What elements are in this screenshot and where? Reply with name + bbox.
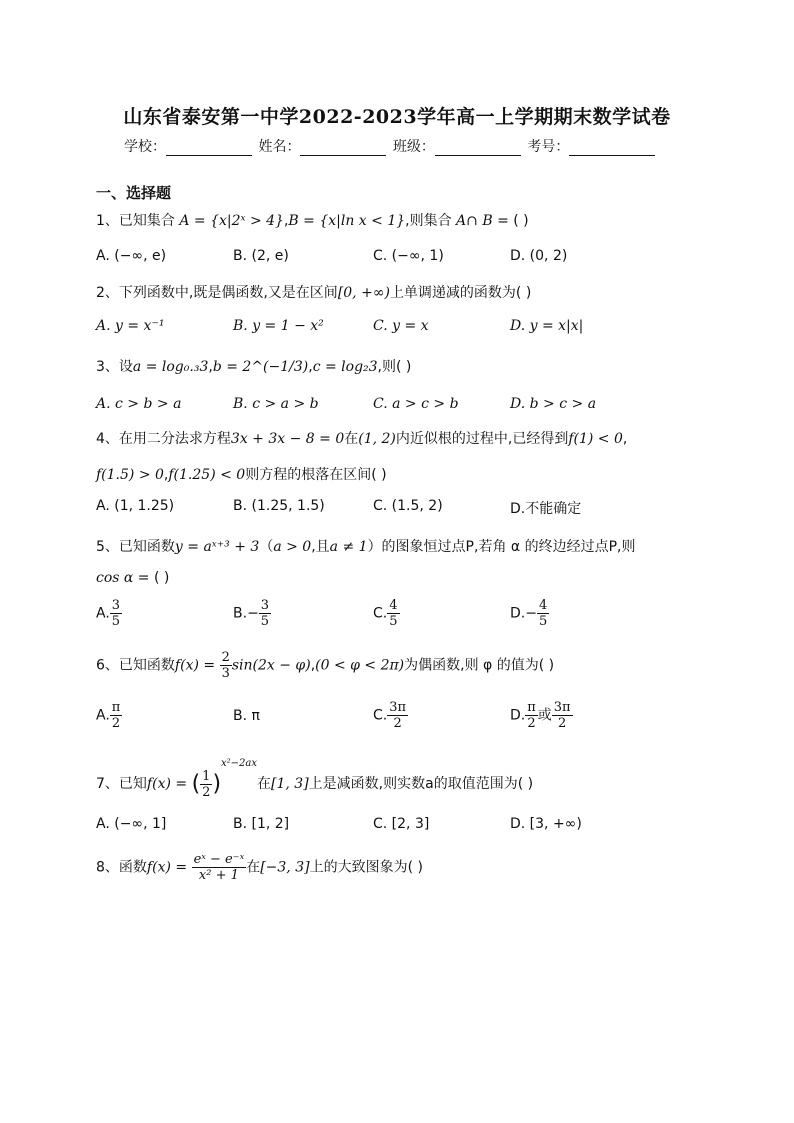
q2-option-c[interactable]: C. y = x [373, 318, 429, 334]
page-title: 山东省泰安第一中学2022-2023学年高一上学期期末数学试卷 [123, 106, 671, 128]
q5-function: y = aˣ⁺³ + 3 [174, 539, 260, 555]
q4-f15: f(1.5) > 0 [96, 467, 164, 483]
q5-text: = ( ) [133, 570, 170, 586]
q2-option-d[interactable]: D. y = x|x| [510, 318, 584, 334]
q2-text: 上单调递减的函数为( ) [389, 285, 532, 301]
q4-option-c[interactable]: C. (1.5, 2) [373, 498, 443, 514]
q6-text: 6、已知函数 [96, 657, 175, 674]
q7-interval: [1, 3] [271, 776, 309, 792]
q7-text: 在 [257, 776, 272, 792]
q5-condition: a > 0 [273, 539, 312, 555]
q6-function: f(x) = [174, 657, 220, 674]
q1-text: 1、已知集合 [96, 213, 180, 229]
q7-text: 7、已知 [96, 776, 147, 792]
q3-option-c[interactable]: C. a > c > b [373, 396, 459, 412]
q7-option-a[interactable]: A. (−∞, 1] [96, 816, 167, 832]
q6-range: (0 < φ < 2π) [315, 657, 405, 674]
q4-f1: f(1) < 0 [568, 431, 623, 447]
question-4 [96, 428, 627, 448]
q5-condition: a ≠ 1 [329, 539, 368, 555]
q3-option-d[interactable]: D. b > c > a [510, 396, 597, 412]
question-7: 7、已知f(x) = ( $\frac{1}{2}$ )$^{x^2-2ax}$在[1, 3]上是减函数,则实数a的取值范围为( ) [96, 758, 534, 800]
q6-option-c[interactable]: C. $\frac{3\pi}{2}$ [373, 700, 407, 731]
question-4-line-2 [96, 464, 387, 484]
q4-text: 则方程的根落在区间( ) [245, 467, 387, 483]
q6-option-a[interactable]: A. $\frac{\pi}{2}$ [96, 700, 121, 731]
q2-text: 2、下列函数中,既是偶函数,又是在区间 [96, 285, 338, 301]
q1-option-b[interactable]: B. (2, e) [233, 248, 289, 264]
q4-option-b[interactable]: B. (1.25, 1.5) [233, 498, 325, 514]
q4-text: , [163, 467, 169, 483]
q4-text: 在 [344, 431, 359, 447]
q6-text: 为偶函数,则 φ 的值为( ) [404, 657, 555, 674]
q7-option-d[interactable]: D. [3, +∞) [510, 816, 582, 832]
q5-option-d[interactable]: D.− $\frac{4}{5}$ [510, 598, 548, 629]
q8-function: f(x) = [146, 859, 192, 876]
class-label: 班级： [392, 139, 435, 155]
q5-option-c[interactable]: C. $\frac{4}{5}$ [373, 598, 398, 629]
q4-text: 4、在用二分法求方程 [96, 431, 231, 447]
q7-function: f(x) = [146, 776, 192, 792]
q3-text: ,则( ) [377, 359, 412, 375]
q1-text: = ( ) [492, 213, 529, 229]
q6-option-b[interactable]: B. π [233, 708, 260, 724]
q6-option-d[interactable]: D. $\frac{\pi}{2}$ 或 $\frac{3\pi}{2}$ [510, 700, 571, 731]
student-info-row [124, 136, 684, 156]
q1-text: , [283, 213, 289, 229]
q5-option-a[interactable]: A. $\frac{3}{5}$ [96, 598, 121, 629]
section-title: 一、选择题 [96, 184, 172, 202]
q5-cos: cos α [96, 570, 134, 586]
q3-option-a[interactable]: A. c > b > a [96, 396, 182, 412]
question-5-line-2 [96, 570, 169, 586]
q4-f125: f(1.25) < 0 [168, 467, 246, 483]
id-label: 考号： [527, 139, 570, 155]
class-field[interactable] [435, 141, 521, 156]
q1-option-a[interactable]: A. (−∞, e) [96, 248, 167, 264]
q4-text: 内近似根的过程中,已经得到 [395, 431, 569, 447]
q5-option-b[interactable]: B.− $\frac{3}{5}$ [233, 598, 270, 629]
q3-text: , [308, 359, 313, 375]
q7-text: 上是减函数,则实数a的取值范围为( ) [308, 776, 534, 792]
q4-equation: 3x + 3x − 8 = 0 [230, 431, 345, 447]
q5-text: 5、已知函数 [96, 539, 175, 555]
q5-text: ,且 [311, 539, 330, 555]
q2-interval: [0, +∞) [337, 285, 390, 301]
q7-option-b[interactable]: B. [1, 2] [233, 816, 290, 832]
q6-sine: sin(2x − φ) [231, 657, 311, 674]
question-1 [96, 210, 529, 230]
q1-set-b: B = {x|ln x < 1} [288, 213, 406, 229]
q3-option-b[interactable]: B. c > a > b [233, 396, 319, 412]
q1-set-a: A = {x|2ˣ > 4} [179, 213, 284, 229]
name-field[interactable] [300, 141, 386, 156]
id-field[interactable] [569, 141, 655, 156]
q3-c-def: c = log₂3 [312, 359, 378, 375]
q8-interval: [−3, 3] [260, 859, 310, 876]
q1-option-d[interactable]: D. (0, 2) [510, 248, 568, 264]
name-label: 姓名： [258, 139, 301, 155]
q1-option-c[interactable]: C. (−∞, 1) [373, 248, 444, 264]
q8-fraction: $\frac{\text{eˣ − e⁻ˣ}}{\text{x² + 1}}$ [193, 852, 245, 883]
q8-text: 在 [246, 859, 261, 876]
q5-text: （ [259, 539, 274, 555]
school-field[interactable] [166, 141, 252, 156]
q6-fraction: $\frac{2}{3}$ [221, 650, 230, 681]
q8-text: 8、函数 [96, 859, 147, 876]
q2-option-a[interactable]: A. y = x⁻¹ [96, 318, 165, 334]
question-2 [96, 282, 531, 302]
q3-a-def: a = log₀.₃3 [132, 359, 209, 375]
q3-text: , [208, 359, 213, 375]
q1-intersection: A∩ B [456, 213, 493, 229]
question-5 [96, 536, 635, 556]
q5-text: ）的图象恒过点P,若角 α 的终边经过点P,则 [367, 539, 636, 555]
q4-text: , [622, 431, 628, 447]
q7-option-c[interactable]: C. [2, 3] [373, 816, 430, 832]
q4-option-a[interactable]: A. (1, 1.25) [96, 498, 175, 514]
q6-text: , [310, 657, 316, 674]
q4-interval: (1, 2) [358, 431, 396, 447]
question-8 [96, 852, 423, 883]
school-label: 学校： [124, 139, 166, 155]
q3-text: 3、设 [96, 359, 133, 375]
question-6 [96, 650, 554, 681]
q4-option-d[interactable]: D.不能确定 [510, 501, 582, 517]
q2-option-b[interactable]: B. y = 1 − x² [233, 318, 324, 334]
q8-text: 上的大致图象为( ) [309, 859, 423, 876]
q7-exponent: x²−2ax [221, 758, 258, 769]
q7-fraction: $\frac{1}{2}$ [202, 768, 211, 800]
q3-b-def: b = 2^(−1/3) [212, 359, 309, 375]
question-3 [96, 356, 411, 376]
q1-text: ,则集合 [405, 213, 457, 229]
